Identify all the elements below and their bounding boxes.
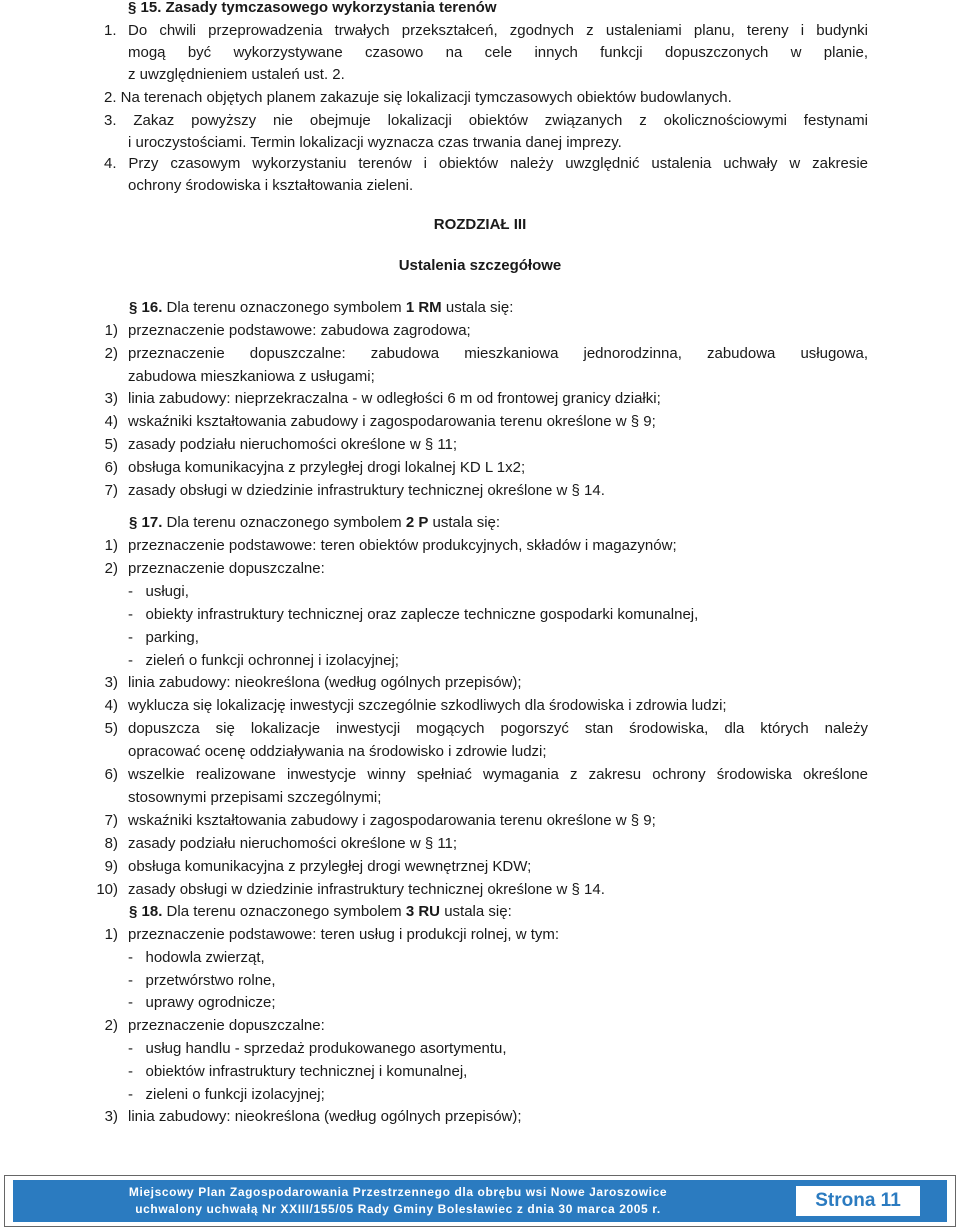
list-item: wyklucza się lokalizację inwestycji szczególnie szkodliwych dla środowiska i zdrowia ludzi;: [128, 697, 727, 715]
paragraph-line: mogą być wykorzystywane czasowo na cele innych funkcji dopuszczonych w planie,: [128, 44, 868, 61]
area-symbol: 3 RU: [405, 903, 441, 920]
footer-band: [13, 1180, 947, 1222]
list-number: 1): [104, 926, 118, 943]
list-item: opracować ocenę oddziaływania na środowisko i zdrowie ludzi;: [128, 743, 547, 761]
list-item: - obiekty infrastruktury technicznej oraz zaplecze techniczne gospodarki komunalnej,: [128, 605, 699, 623]
paragraph-number: 1.: [104, 22, 117, 39]
list-number: 7): [104, 481, 118, 499]
chapter-subtitle: Ustalenia szczegółowe: [398, 257, 562, 274]
paragraph-line: i uroczystościami. Termin lokalizacji wyznacza czas trwania danej imprezy.: [128, 134, 622, 151]
footer-resolution: uchwalony uchwałą Nr XXIII/155/05 Rady Gminy Bolesławiec z dnia 30 marca 2005 r.: [135, 1202, 661, 1216]
list-number: 4): [104, 413, 118, 431]
list-item: obsługa komunikacyjna z przyległej drogi wewnętrznej KDW;: [128, 857, 532, 875]
list-number: 9): [104, 857, 118, 875]
list-number: 8): [104, 834, 118, 852]
lead-text: Dla terenu oznaczonego symbolem: [162, 514, 406, 531]
list-number: 3): [104, 390, 118, 408]
list-number: 6): [104, 458, 118, 476]
list-item: - usług handlu - sprzedaż produkowanego asortymentu,: [128, 1040, 507, 1057]
list-item: wszelkie realizowane inwestycje winny spełniać wymagania z zakresu ochrony środowiska określone: [128, 766, 868, 783]
list-item: stosownymi przepisami szczególnymi;: [128, 788, 382, 806]
paragraph-line: ochrony środowiska i kształtowania zieleni.: [128, 177, 414, 194]
list-item: - obiektów infrastruktury technicznej i komunalnej,: [128, 1062, 468, 1080]
list-item: linia zabudowy: nieokreślona (według ogólnych przepisów);: [128, 1108, 522, 1126]
paragraph-line: 3. Zakaz powyższy nie obejmuje lokalizacji obiektów związanych z okolicznościowymi festynami: [104, 112, 868, 129]
section-number: § 18.: [129, 903, 163, 920]
list-number: 6): [104, 766, 118, 783]
section-number: § 16.: [129, 299, 163, 316]
lead-text: Dla terenu oznaczonego symbolem: [162, 903, 406, 920]
section-16-lead: [129, 297, 513, 319]
list-number: 4): [104, 697, 118, 715]
area-symbol: 1 RM: [405, 299, 442, 316]
list-item: przeznaczenie podstawowe: teren usług i produkcji rolnej, w tym:: [128, 926, 560, 943]
list-number: 2): [104, 1017, 118, 1035]
list-item: - parking,: [128, 628, 199, 646]
list-number: 5): [104, 720, 118, 738]
list-item: przeznaczenie dopuszczalne: zabudowa mieszkaniowa jednorodzinna, zabudowa usługowa,: [128, 344, 868, 362]
list-number: 1): [104, 537, 118, 554]
list-item: - usługi,: [128, 582, 189, 600]
list-item: zabudowa mieszkaniowa z usługami;: [128, 367, 375, 385]
section-18-lead: [129, 901, 512, 923]
paragraph-line: z uwzględnieniem ustaleń ust. 2.: [128, 66, 345, 83]
list-item: linia zabudowy: nieprzekraczalna - w odległości 6 m od frontowej granicy działki;: [128, 390, 661, 408]
list-item: zasady obsługi w dziedzinie infrastruktury technicznej określone w § 14.: [128, 481, 605, 499]
list-item: przeznaczenie podstawowe: teren obiektów produkcyjnych, składów i magazynów;: [128, 537, 677, 554]
list-item: dopuszcza się lokalizacje inwestycji mogących pogorszyć stan środowiska, dla których należy: [128, 720, 868, 738]
list-number: 7): [104, 811, 118, 829]
list-item: przeznaczenie dopuszczalne:: [128, 559, 325, 577]
list-number: 3): [104, 1108, 118, 1126]
paragraph-2: 2. Na terenach objętych planem zakazuje się lokalizacji tymczasowych obiektów budowlanych.: [104, 89, 732, 106]
paragraph-line: 4. Przy czasowym wykorzystaniu terenów i obiektów należy uwzględnić ustalenia uchwały w zakresie: [104, 155, 868, 172]
list-number: 5): [104, 436, 118, 453]
section-17-lead: [129, 512, 500, 534]
lead-text: ustala się:: [428, 514, 501, 531]
list-number: 2): [104, 344, 118, 362]
list-item: - uprawy ogrodnicze;: [128, 994, 276, 1012]
list-item: wskaźniki kształtowania zabudowy i zagospodarowania terenu określone w § 9;: [128, 811, 656, 829]
lead-text: Dla terenu oznaczonego symbolem: [162, 299, 406, 316]
lead-text: ustala się:: [441, 299, 514, 316]
list-number: 10): [96, 880, 118, 898]
list-item: obsługa komunikacyjna z przyległej drogi lokalnej KD L 1x2;: [128, 458, 526, 476]
list-item: zasady obsługi w dziedzinie infrastruktury technicznej określone w § 14.: [128, 880, 605, 898]
list-item: zasady podziału nieruchomości określone w § 11;: [128, 436, 458, 453]
list-item: przeznaczenie podstawowe: zabudowa zagrodowa;: [128, 322, 471, 339]
list-number: 2): [104, 559, 118, 577]
list-number: 3): [104, 674, 118, 692]
paragraph-line: Do chwili przeprowadzenia trwałych przekształceń, zgodnych z ustaleniami planu, tereny i budynki: [128, 22, 868, 39]
list-item: - hodowla zwierząt,: [128, 948, 265, 966]
page-number-label: Strona 11: [796, 1186, 920, 1216]
list-item: - przetwórstwo rolne,: [128, 971, 276, 989]
list-item: zasady podziału nieruchomości określone w § 11;: [128, 834, 458, 852]
list-item: linia zabudowy: nieokreślona (według ogólnych przepisów);: [128, 674, 522, 692]
area-symbol: 2 P: [405, 514, 429, 531]
page-footer: [4, 1175, 956, 1227]
chapter-title: ROZDZIAŁ III: [433, 216, 527, 233]
list-number: 1): [104, 322, 118, 339]
list-item: - zieleń o funkcji ochronnej i izolacyjnej;: [128, 651, 399, 669]
list-item: - zieleni o funkcji izolacyjnej;: [128, 1085, 325, 1103]
section-number: § 17.: [129, 514, 163, 531]
list-item: wskaźniki kształtowania zabudowy i zagospodarowania terenu określone w § 9;: [128, 413, 656, 431]
lead-text: ustala się:: [440, 903, 512, 920]
list-item: przeznaczenie dopuszczalne:: [128, 1017, 325, 1035]
section-15-heading: § 15. Zasady tymczasowego wykorzystania terenów: [128, 0, 497, 16]
footer-plan-title: Miejscowy Plan Zagospodarowania Przestrzennego dla obrębu wsi Nowe Jaroszowice: [128, 1185, 668, 1199]
